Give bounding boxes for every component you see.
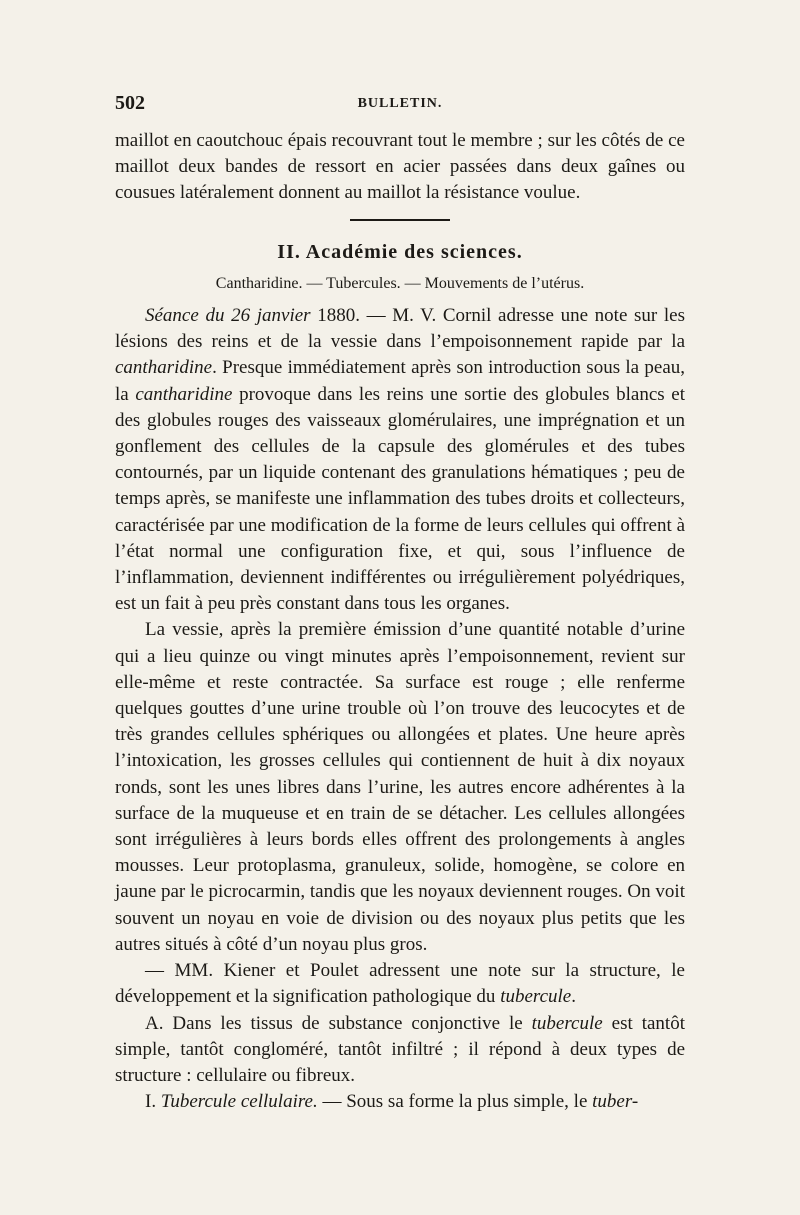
paragraph-cornil (115, 303, 685, 617)
page-header (115, 92, 685, 122)
kiener-text-end: . (571, 986, 576, 1008)
term-tubercule-2: tubercule (531, 1012, 603, 1034)
seance-date: 26 janvier (231, 305, 311, 327)
kiener-text-lead: — MM. Kiener et Poulet adressent une note sur la structure, le développement et la signification pathologique du (115, 960, 685, 1008)
paragraph-section-a (115, 1011, 685, 1090)
paragraph-kiener-poulet (115, 958, 685, 1010)
term-tubercule-1: tubercule (500, 986, 572, 1008)
section-a-rest: est tantôt simple, tantôt congloméré, tantôt infiltré ; il répond à deux types de structure : cellulaire ou fibreux. (115, 1012, 685, 1086)
page-number: 502 (115, 92, 145, 114)
section-divider (350, 219, 450, 221)
tubercule-cellulaire-number: I. (145, 1091, 161, 1113)
section-title: II. Académie des sciences. (277, 240, 523, 263)
seance-label: Séance du (145, 305, 225, 327)
term-cantharidine-2: cantharidine (135, 383, 233, 405)
paragraph-tubercule-cellulaire (115, 1089, 685, 1115)
paragraph-vessie: La vessie, après la première émission d’une quantité notable d’urine qui a lieu quinze ou vingt minutes après l’empoisonnement, revient sur elle-même et reste contractée. Sa surface est rouge ; elle renferme quelques gouttes d’une urine trouble où l’on trouve des leucocytes et de très grandes cellules sphériques ou allongées et plates. Une heure après l’intoxication, les grosses cellules qui contiennent de huit à dix noyaux ronds, sont les unes libres dans l’urine, les autres encore adhérentes à la surface de la muqueuse et en train de se détacher. Les cellules allongées sont irrégulières à leurs bords elles offrent des prolongements à angles mousses. Leur protoplasma, granuleux, solide, homogène, se colore en jaune par le picrocarmin, tandis que les noyaux deviennent rouges. On voit souvent un noyau en voie de division ou des noyaux plus petits que les autres situés à côté d’un noyau plus gros. (115, 619, 685, 955)
section-subheading: Cantharidine. — Tubercules. — Mouvements de l’utérus. (215, 274, 585, 292)
paragraph-continuation: maillot en caoutchouc épais recouvrant tout le membre ; sur les côtés de ce maillot deux bandes de ressort en acier passées dans deux gaînes ou cousues latéralement donnent au maillot la résistance voulue. (115, 130, 685, 204)
page-body (115, 128, 685, 1115)
term-cantharidine-1: cantharidine (115, 357, 213, 379)
section-a-lead: A. Dans les tissus de substance conjonctive le (145, 1012, 532, 1034)
running-title: BULLETIN. (357, 96, 443, 111)
tubercule-cellulaire-heading: Tubercule cellulaire. (160, 1091, 318, 1113)
term-tuber: tuber- (592, 1091, 639, 1113)
cornil-text-mid: . Presque immédiatement après son introduction sous la peau, la (115, 357, 685, 405)
cornil-text-rest: provoque dans les reins une sortie des globules blancs et des globules rouges des vaisseaux glomérulaires, une imprégnation et un gonflement des cellules de la capsule des glomérules et des tubes contournés, par un liquide contenant des granulations hématiques ; peu de temps après, se manifeste une inflammation des tubes droits et collecteurs, caractérisée par une modification de la forme de leurs cellules qui offrent à l’état normal une configuration fixe, et qui, sous l’influence de l’inflammation, deviennent indifférentes ou irrégulièrement polyédriques, est un fait à peu près constant dans tous les organes. (115, 383, 685, 615)
tubercule-cellulaire-mid: — Sous sa forme la plus simple, le (317, 1091, 593, 1113)
cornil-text-lead: 1880. — M. V. Cornil adresse une note sur les lésions des reins et de la vessie dans l’empoisonnement rapide par la (115, 305, 685, 353)
